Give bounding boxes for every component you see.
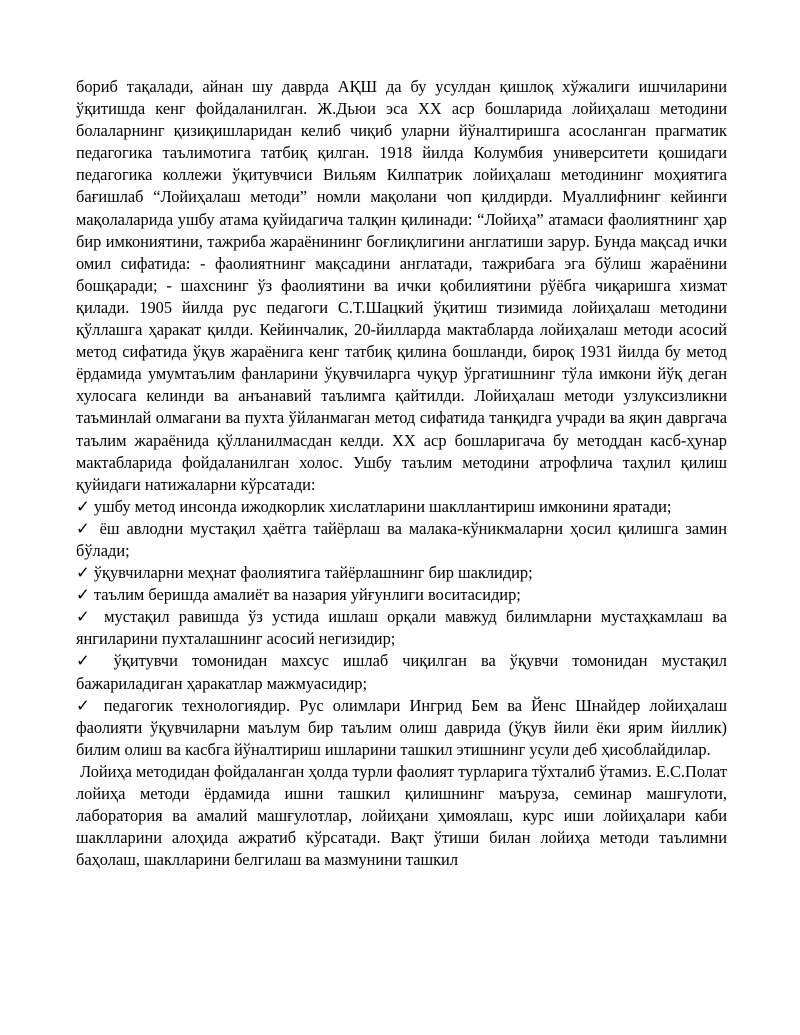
list-item-text: ўқувчиларни меҳнат фаолиятига тайёрлашнинг бир шаклидир;	[89, 563, 533, 583]
checkmark-icon: ✓	[76, 496, 90, 516]
body-paragraph-1: бориб тақалади, айнан шу даврда АҚШ да бу усулдан қишлоқ хўжалиги ишчиларини ўқитишда кенг фойдаланилган. Ж.Дьюи эса XX аср бошларида лойиҳалаш методини болаларнинг қизиқишларидан келиб чиқиб уларни йўналтиришга асосланган прагматик педагогика таълимотига татбиқ қилган. 1918 йилда Колумбия университети қошидаги педагогика коллежи ўқитувчиси Вильям Килпатрик лойиҳалаш методининг моҳиятига бағишлаб “Лойиҳалаш методи” номли мақолани чоп қилдирди. Муаллифнинг кейинги мақолаларида ушбу атама қуйидагича талқин қилинади: “Лойиҳа” атамаси фаолиятнинг ҳар бир имкониятини, тажриба жараёнининг боғлиқлигини англатиши зарур. Бунда мақсад ички омил сифатида: - фаолиятнинг мақсадини англатади, тажрибага эга бўлиш жараёнини бошқаради; - шахснинг ўз фаолиятини ва ички қобилиятини рўёбга чиқаришга хизмат қилади. 1905 йилда рус педагоги С.Т.Шацкий ўқитиш тизимида лойиҳалаш методини қўллашга ҳаракат қилди. Кейинчалик, 20-йилларда мактабларда лойиҳалаш методи асосий метод сифатида ўқув жараёнига кенг татбиқ қилина бошланди, бироқ 1931 йилда бу метод ёрдамида умумтаълим фанларини ўқувчиларга чуқур ўргатишнинг тўла имкони йўқ деган хулосага келинди ва анъанавий таълимга қайтилди. Лойиҳалаш методи узлуксизликни таъминлай олмагани ва пухта ўйланмаган метод сифатида танқидга учради ва яқин давргача таълим жараёнида қўлланилмасдан келди. XX аср бошларигача бу методдан касб-ҳунар мактабларида фойдаланилган холос. Ушбу таълим методини атрофлича таҳлил қилиш қуйидаги натижаларни кўрсатади:	[76, 77, 727, 494]
list-item	[76, 584, 727, 606]
list-item-text: ёш авлодни мустақил ҳаётга тайёрлаш ва малака-кўникмаларни ҳосил қилишга замин бўлади;	[76, 518, 728, 560]
list-item-text: таълим беришда амалиёт ва назария уйғунлиги воситасидир;	[89, 585, 521, 605]
checkmark-icon: ✓	[76, 563, 90, 583]
checkmark-list	[76, 496, 727, 761]
list-item	[76, 562, 727, 584]
checkmark-icon: ✓	[76, 585, 90, 605]
checkmark-icon: ✓	[76, 518, 93, 538]
list-item	[76, 695, 727, 761]
checkmark-icon: ✓	[76, 607, 95, 627]
list-item	[76, 606, 727, 650]
checkmark-icon: ✓	[76, 651, 100, 671]
list-item-text: мустақил равишда ўз устида ишлаш орқали мавжуд билимларни мустаҳкамлаш ва янгиларини пухталашнинг асосий негизидир;	[76, 607, 728, 649]
list-item-text: педагогик технологиядир. Рус олимлари Ингрид Бем ва Йенс Шнайдер лойиҳалаш фаолияти ўқувчиларни маълум бир таълим олиш даврида (ўқув йили ёки ярим йиллик) билим олиш ва касбга йўналтириш ишларини ташкил этишнинг усули деб ҳисоблайдилар.	[76, 695, 728, 759]
list-item-text: ўқитувчи томонидан махсус ишлаб чиқилган ва ўқувчи томонидан мустақил бажариладиган ҳаракатлар мажмуасидир;	[76, 651, 727, 693]
body-paragraph-2: Лойиҳа методидан фойдаланган ҳолда турли фаолият турларига тўхталиб ўтамиз. Е.С.Полат лойиҳа методи ёрдамида ишни ташкил қилишнинг маъруза, семинар машғулоти, лаборатория ва амалий машғулотлар, лойиҳани ҳимоялаш, курс иши лойиҳалари каби шаклларини алоҳида ажратиб кўрсатади. Вақт ўтиши билан лойиҳа методи таълимни баҳолаш, шаклларини белгилаш ва мазмунини ташкил	[76, 761, 727, 870]
list-item-text: ушбу метод инсонда ижодкорлик хислатларини шакллантириш имконини яратади;	[89, 496, 672, 516]
list-item	[76, 650, 727, 694]
list-item	[76, 518, 727, 562]
document-page	[76, 76, 727, 871]
list-item	[76, 496, 727, 518]
checkmark-icon: ✓	[76, 695, 95, 715]
